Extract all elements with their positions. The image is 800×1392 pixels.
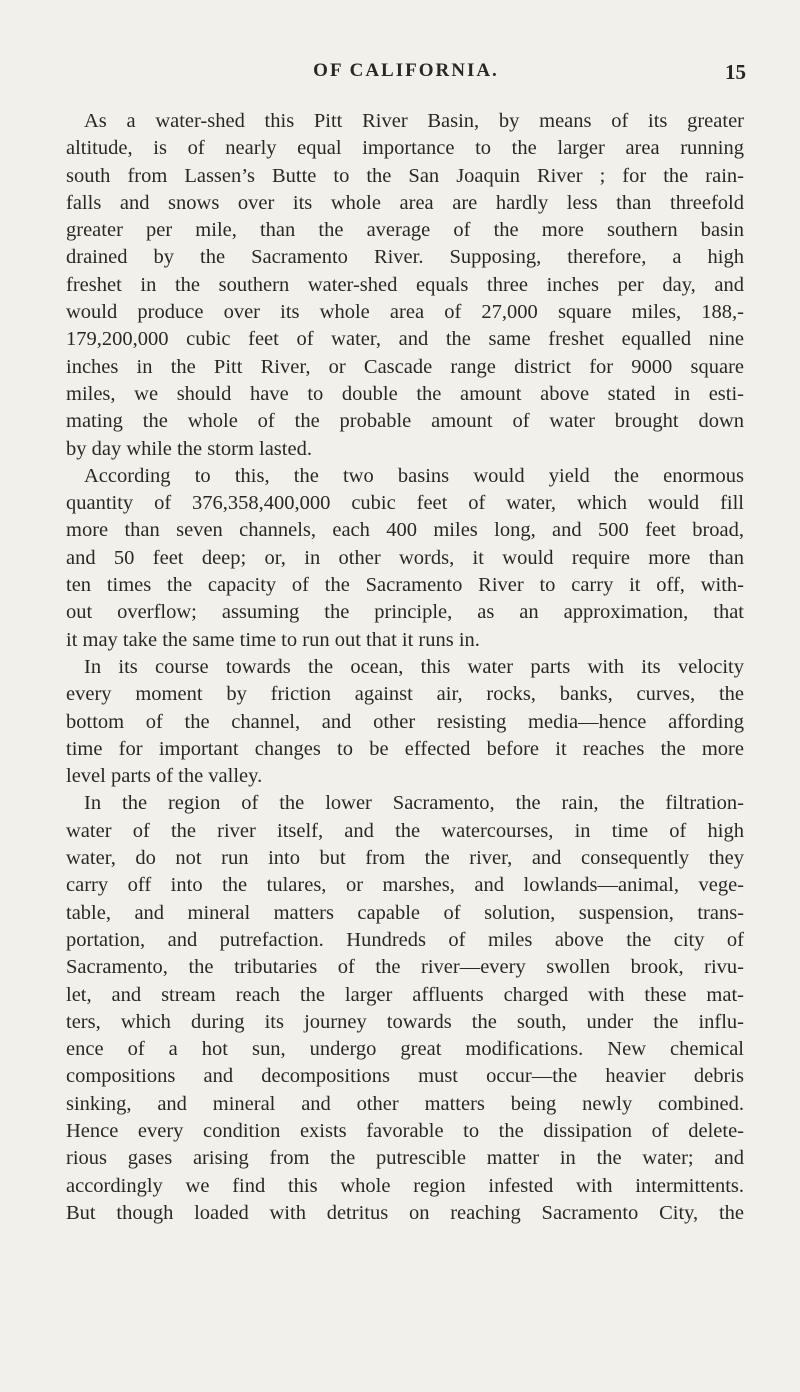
text-line: Hence every condition exists favorable to the dissipation of delete-: [66, 1119, 744, 1142]
text-line: falls and snows over its whole area are hardly less than threefold: [66, 191, 744, 214]
text-line: more than seven channels, each 400 miles long, and 500 feet broad,: [66, 519, 744, 542]
text-line: rious gases arising from the putrescible matter in the water; and: [66, 1147, 744, 1170]
text-line: bottom of the channel, and other resisting media—hence affording: [66, 710, 744, 733]
text-line: In the region of the lower Sacramento, the rain, the filtration-: [84, 792, 744, 815]
text-line: According to this, the two basins would yield the enormous: [84, 464, 744, 487]
text-line: by day while the storm lasted.: [66, 437, 312, 460]
running-title: OF CALIFORNIA.: [313, 60, 499, 81]
text-line: it may take the same time to run out that it runs in.: [66, 628, 480, 651]
text-line: level parts of the valley.: [66, 765, 263, 788]
text-line: greater per mile, than the average of the more southern basin: [66, 219, 744, 242]
text-line: Sacramento, the tributaries of the river—every swollen brook, rivu-: [66, 956, 744, 979]
text-line: As a water-shed this Pitt River Basin, by means of its greater: [84, 110, 744, 132]
text-line: carry off into the tulares, or marshes, and lowlands—animal, vege-: [66, 874, 744, 897]
text-line: ters, which during its journey towards the south, under the influ-: [66, 1010, 744, 1033]
text-line: freshet in the southern water-shed equals three inches per day, and: [66, 273, 744, 296]
text-line: every moment by friction against air, rocks, banks, curves, the: [66, 683, 744, 706]
text-line: water of the river itself, and the watercourses, in time of high: [66, 819, 744, 842]
running-head: [66, 60, 746, 86]
text-line: drained by the Sacramento River. Supposing, therefore, a high: [66, 246, 744, 269]
text-line: compositions and decompositions must occur—the heavier debris: [66, 1065, 744, 1088]
text-line: miles, we should have to double the amount above stated in esti-: [66, 382, 744, 405]
text-line: quantity of 376,358,400,000 cubic feet of water, which would fill: [66, 492, 744, 515]
text-line: would produce over its whole area of 27,000 square miles, 188,-: [66, 301, 744, 324]
text-line: inches in the Pitt River, or Cascade range district for 9000 square: [66, 355, 744, 378]
text-line: altitude, is of nearly equal importance to the larger area running: [66, 137, 744, 160]
text-line: time for important changes to be effected before it reaches the more: [66, 737, 744, 760]
text-line: But though loaded with detritus on reaching Sacramento City, the: [66, 1201, 744, 1224]
text-line: water, do not run into but from the river, and consequently they: [66, 847, 744, 870]
text-line: south from Lassen’s Butte to the San Joaquin River ; for the rain-: [66, 164, 744, 187]
text-line: table, and mineral matters capable of solution, suspension, trans-: [66, 901, 744, 924]
body-text: [66, 108, 744, 1227]
text-line: let, and stream reach the larger affluents charged with these mat-: [66, 983, 744, 1006]
text-line: out overflow; assuming the principle, as an approximation, that: [66, 601, 744, 624]
text-line: portation, and putrefaction. Hundreds of miles above the city of: [66, 928, 744, 951]
text-line: mating the whole of the probable amount of water brought down: [66, 410, 744, 433]
text-line: ence of a hot sun, undergo great modifications. New chemical: [66, 1038, 744, 1061]
text-line: ten times the capacity of the Sacramento River to carry it off, with-: [66, 574, 744, 597]
text-line: accordingly we find this whole region infested with intermittents.: [66, 1174, 744, 1197]
page-number: 15: [725, 60, 746, 84]
text-line: In its course towards the ocean, this water parts with its velocity: [84, 655, 744, 678]
text-line: and 50 feet deep; or, in other words, it would require more than: [66, 546, 744, 569]
text-line: sinking, and mineral and other matters being newly combined.: [66, 1092, 744, 1115]
text-line: 179,200,000 cubic feet of water, and the same freshet equalled nine: [66, 328, 744, 351]
